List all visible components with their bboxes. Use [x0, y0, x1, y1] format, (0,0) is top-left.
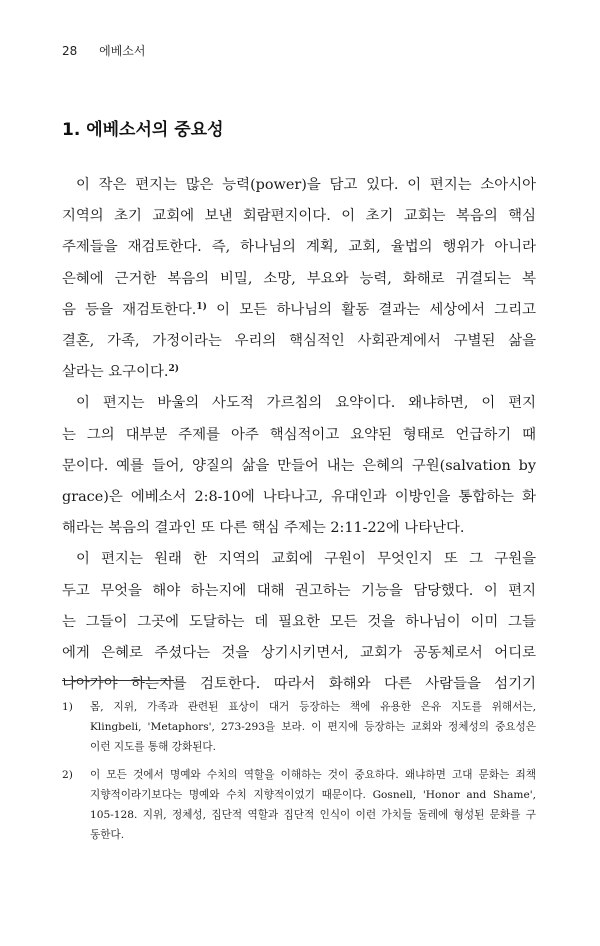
- text-line: 해라는 복음의 결과인 또 다른 핵심 주제는 2:11-22에 나타난다.: [62, 520, 465, 537]
- footnote-ref-1[interactable]: 1): [196, 301, 207, 312]
- text-line: 지향적이라기보다는 명예와 수치 지향적이었기 때문이다. Gosnell, 'Honor and Shame',: [90, 789, 536, 801]
- text-line: 이 편지는 원래 한 지역의 교회에 구원이 무엇인지 또 그 구원을: [76, 551, 536, 568]
- section-title: 1. 에베소서의 중요성: [62, 120, 224, 140]
- text-line: 이런 지도를 통해 강화된다.: [90, 741, 217, 753]
- text-line: 문이다. 예를 들어, 양질의 삶을 만들어 내는 은혜의 구원(salvation by: [62, 457, 536, 474]
- footnotes: [62, 697, 536, 853]
- text-line: [62, 357, 536, 388]
- footnote-ref-2[interactable]: 2): [168, 364, 179, 375]
- running-header: [62, 42, 145, 59]
- text-line: 이 편지는 바울의 사도적 가르침의 요약이다. 왜냐하면, 이 편지: [76, 395, 536, 412]
- paragraph-3: [62, 544, 536, 700]
- text-line: Klingbeli, 'Metaphors', 273-293을 보라. 이 편지에 등장하는 교회와 정체성의 중요성은: [90, 721, 536, 733]
- footnote-2: [62, 765, 536, 845]
- text-line: 동한다.: [90, 829, 125, 841]
- footnote-text: [90, 697, 536, 757]
- text-line: 105-128. 지위, 정체성, 집단적 역할과 집단적 인식이 이런 가치들 둘레에 형성된 문화를 구: [90, 809, 536, 821]
- text-segment: 음 등을 재검토한다.: [62, 301, 197, 318]
- text-line: 이 작은 편지는 많은 능력(power)을 담고 있다. 이 편지는 소아시아: [76, 177, 536, 193]
- text-line: 지역의 초기 교회에 보낸 회람편지이다. 이 초기 교회는 복음의 핵심: [62, 208, 536, 225]
- body-text: [62, 170, 536, 700]
- paragraph-2: [62, 388, 536, 544]
- footnote-1: [62, 697, 536, 757]
- text-line: 은혜에 근거한 복음의 비밀, 소망, 부요와 능력, 화해로 귀결되는 복: [62, 270, 536, 287]
- paragraph-1: [62, 170, 536, 388]
- footnote-divider: [62, 680, 174, 681]
- text-line: 결혼, 가족, 가정이라는 우리의 핵심적인 사회관계에서 구별된 삶을: [62, 333, 536, 350]
- text-line: 에게 은혜로 주셨다는 것을 상기시키면서, 교회가 공동체로서 어디로: [62, 645, 536, 662]
- footnote-number: 1): [62, 701, 73, 713]
- text-line: 두고 무엇을 해야 하는지에 대해 권고하는 기능을 담당했다. 이 편지: [62, 582, 536, 599]
- footnote-text: [90, 765, 536, 845]
- text-line: 는 그들이 그곳에 도달하는 데 필요한 모든 것을 하나님이 이미 그들: [62, 613, 536, 630]
- text-segment: 이 모든 하나님의 활동 결과는 세상에서 그리고: [206, 301, 536, 318]
- text-line: 이 모든 것에서 명예와 수치의 역할을 이해하는 것이 중요하다. 왜냐하면 고대 문화는 죄책: [90, 769, 536, 781]
- text-line: 는 그의 대부분 주제를 아주 핵심적이고 요약된 형태로 언급하기 때: [62, 426, 536, 443]
- text-line: 주제들을 재검토한다. 즉, 하나님의 계획, 교회, 율법의 행위가 아니라: [62, 239, 536, 256]
- book-title: 에베소서: [99, 44, 146, 58]
- footnote-number: 2): [62, 769, 73, 781]
- text-line: [62, 295, 536, 326]
- text-line: 나아가야 하는지를 검토한다. 따라서 화해와 다른 사람들을 섬기기: [62, 676, 536, 693]
- text-segment: 살라는 요구이다.: [62, 364, 169, 381]
- text-line: 몸, 지위, 가족과 관련된 표상이 대거 등장하는 책에 유용한 은유 지도를 위해서는,: [90, 701, 536, 713]
- text-line: grace)은 에베소서 2:8-10에 나타나고, 유대인과 이방인을 통합하는 화: [62, 489, 536, 506]
- page-number: 28: [62, 44, 78, 58]
